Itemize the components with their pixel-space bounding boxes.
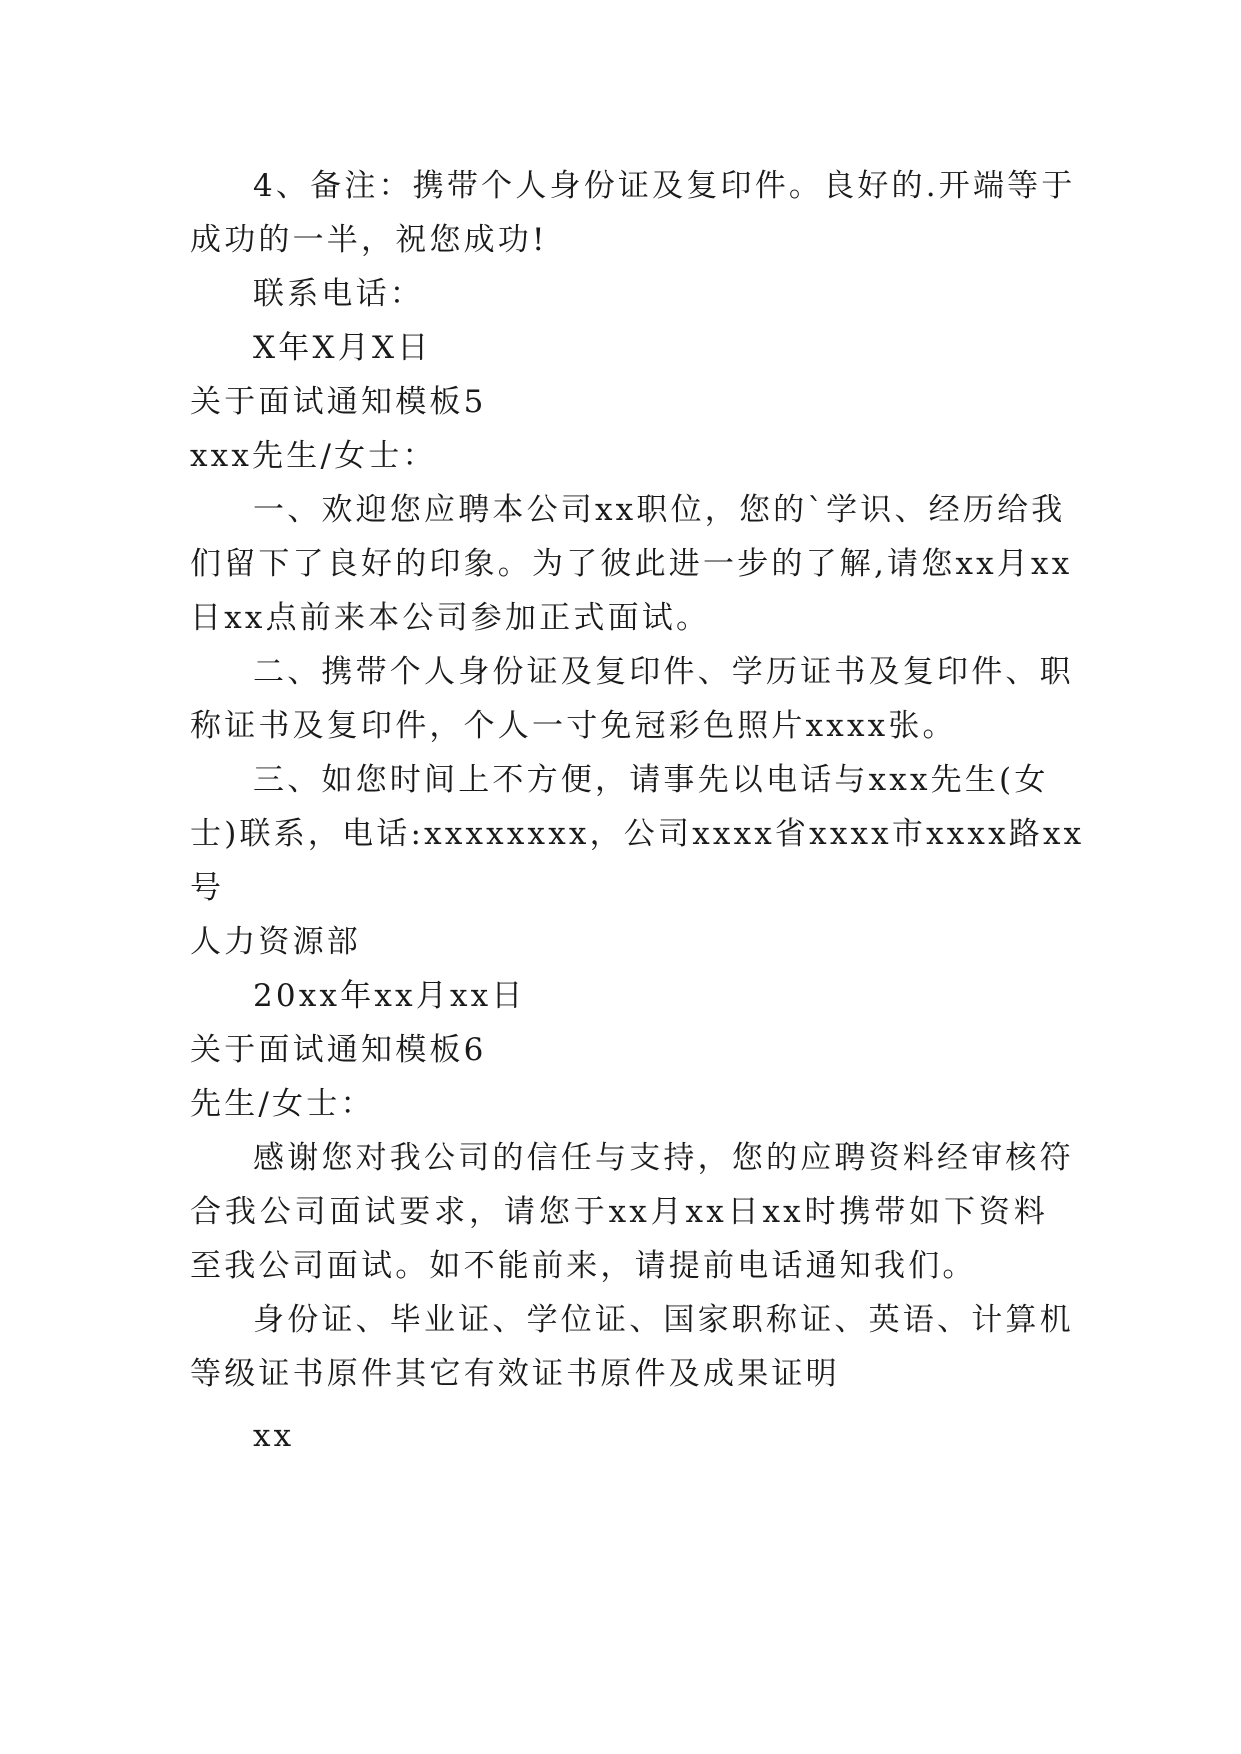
signature: xx: [253, 1418, 295, 1454]
paragraph-line: 称证书及复印件，个人一寸免冠彩色照片xxxx张。: [190, 708, 957, 744]
note-paragraph-line: 成功的一半，祝您成功!: [190, 222, 548, 258]
template-6-title: 关于面试通知模板6: [190, 1032, 487, 1068]
greeting: xxx先生/女士：: [190, 438, 437, 474]
note-paragraph-line: 4、备注：携带个人身份证及复印件。良好的.开端等于: [253, 168, 1076, 204]
paragraph-line: 等级证书原件其它有效证书原件及成果证明: [190, 1356, 840, 1392]
paragraph-line: 三、如您时间上不方便，请事先以电话与xxx先生(女: [253, 762, 1049, 798]
paragraph-line: 身份证、毕业证、学位证、国家职称证、英语、计算机: [253, 1302, 1074, 1338]
paragraph-line: 一、欢迎您应聘本公司xx职位，您的`学识、经历给我: [253, 492, 1066, 528]
paragraph-line: 们留下了良好的印象。为了彼此进一步的了解,请您xx月xx: [190, 546, 1073, 582]
paragraph-line: 感谢您对我公司的信任与支持，您的应聘资料经审核符: [253, 1140, 1074, 1176]
paragraph-line: 号: [190, 870, 225, 906]
notice-date: X年X月X日: [253, 330, 432, 366]
paragraph-line: 日xx点前来本公司参加正式面试。: [190, 600, 711, 636]
paragraph-line: 合我公司面试要求，请您于xx月xx日xx时携带如下资料: [190, 1194, 1048, 1230]
template-5-title: 关于面试通知模板5: [190, 384, 487, 420]
contact-phone-label: 联系电话：: [253, 276, 424, 312]
notice-date: 20xx年xx月xx日: [253, 978, 526, 1014]
department-signature: 人力资源部: [190, 924, 361, 960]
paragraph-line: 二、携带个人身份证及复印件、学历证书及复印件、职: [253, 654, 1074, 690]
paragraph-line: 至我公司面试。如不能前来，请提前电话通知我们。: [190, 1248, 977, 1284]
paragraph-line: 士)联系，电话:xxxxxxxx，公司xxxx省xxxx市xxxx路xx: [190, 816, 1085, 852]
greeting: 先生/女士：: [190, 1086, 375, 1122]
